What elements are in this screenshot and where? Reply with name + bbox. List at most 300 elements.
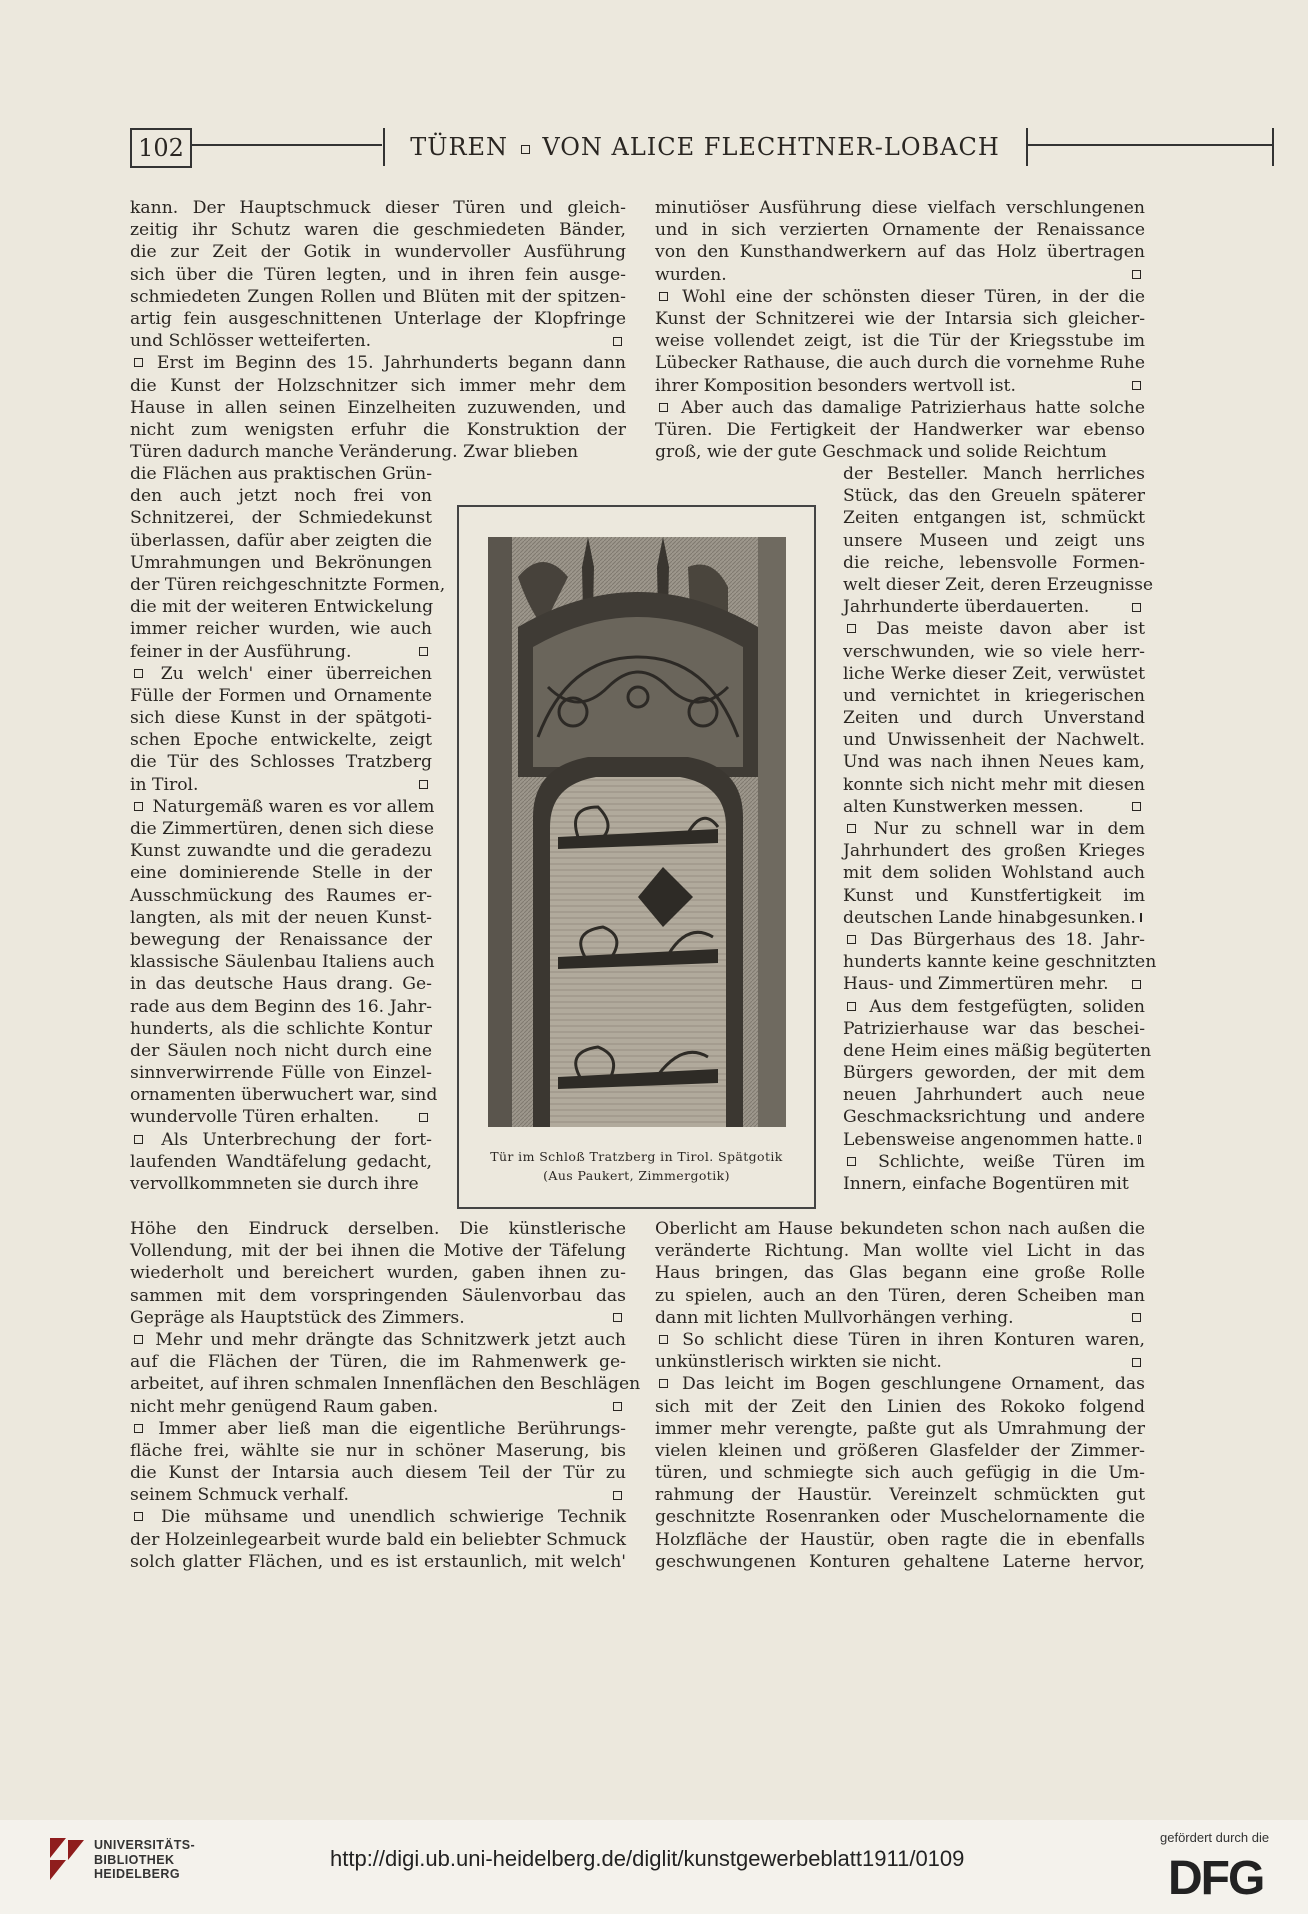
text-line: [130, 264, 626, 286]
text-line: [130, 1351, 626, 1373]
text-line-content: immer reicher wurden, wie auch: [130, 619, 432, 640]
paragraph-mark-icon: [847, 1157, 856, 1166]
paragraph-mark-icon: [134, 1424, 143, 1433]
text-line-content: sinnverwirrende Fülle von Einzel-: [130, 1063, 432, 1084]
running-header: [130, 128, 1144, 166]
text-line: [843, 530, 1145, 552]
text-line-content: artig fein ausgeschnittenen Unterlage der Klopfringe: [130, 308, 626, 329]
text-line: [843, 707, 1145, 729]
text-line-content: Hause in allen seinen Einzelheiten zuzuwenden, und: [130, 397, 626, 418]
text-line: [843, 507, 1145, 529]
funding-caption: gefördert durch die: [1160, 1830, 1270, 1845]
page-number: 102: [130, 128, 192, 168]
text-line: [843, 663, 1145, 685]
paragraph-end-mark-icon: [1132, 1313, 1141, 1322]
text-line-content: Haus bringen, das Glas begann eine große Rolle: [655, 1263, 1145, 1284]
text-line-content: langten, als mit der neuen Kunst-: [130, 907, 432, 928]
text-line: [130, 707, 432, 729]
text-line: [843, 641, 1145, 663]
text-line-content: dann mit lichten Mullvorhängen verhing.: [655, 1307, 1014, 1328]
text-line: [130, 973, 432, 995]
paragraph-mark-icon: [659, 1335, 668, 1344]
paragraph-end-mark-icon: [1140, 913, 1142, 922]
running-title: [385, 128, 1025, 166]
text-line-content: geschnitzte Rosenranken oder Muschelornamente die: [655, 1507, 1145, 1528]
text-line: [655, 308, 1145, 330]
text-line-content: wurden.: [655, 264, 727, 285]
text-line-content: Umrahmungen und Bekrönungen: [130, 552, 432, 573]
text-line-content: Kunst zuwandte und die geradezu: [130, 841, 432, 862]
text-line-content: laufenden Wandtäfelung gedacht,: [130, 1151, 432, 1172]
text-line: [130, 885, 432, 907]
text-line: [843, 774, 1145, 796]
library-name: [94, 1838, 195, 1882]
right-column-top: [655, 197, 1145, 463]
paragraph-mark-icon: [847, 1002, 856, 1011]
text-line-content: vielen kleinen und größeren Glasfelder der Zimmer-: [655, 1440, 1145, 1461]
text-line: [655, 352, 1145, 374]
text-line-content: Bürgers geworden, der mit dem: [843, 1063, 1145, 1084]
text-line: [655, 1396, 1145, 1418]
text-line-content: Stück, das den Greueln späterer: [843, 486, 1145, 507]
text-line-content: geschwungenen Konturen gehaltene Laterne hervor,: [655, 1551, 1145, 1572]
text-line-content: der Türen reichgeschnitzte Formen,: [130, 574, 446, 595]
text-line: [843, 1018, 1145, 1040]
text-line-content: in das deutsche Haus drang. Ge-: [130, 974, 432, 995]
paragraph-end-mark-icon: [1132, 381, 1141, 390]
paragraph-mark-icon: [134, 358, 143, 367]
text-line: [130, 1506, 626, 1528]
text-line-content: und in sich verzierten Ornamente der Renaissance: [655, 220, 1145, 241]
text-line: [130, 1262, 626, 1284]
paragraph-end-mark-icon: [1132, 603, 1141, 612]
text-line-content: auf die Flächen der Türen, die im Rahmenwerk ge-: [130, 1352, 626, 1373]
paragraph-end-mark-icon: [613, 1491, 622, 1500]
text-line-content: zu spielen, auch an den Türen, deren Scheiben man: [655, 1285, 1145, 1306]
text-line-content: Vollendung, mit der bei ihnen die Motive der Täfelung: [130, 1241, 626, 1262]
text-line: [843, 996, 1145, 1018]
text-line-content: Jahrhunderte überdauerten.: [843, 597, 1090, 618]
text-line: [655, 1240, 1145, 1262]
text-line-content: Innern, einfache Bogentüren mit: [843, 1174, 1129, 1194]
header-author: VON ALICE FLECHTNER-LOBACH: [542, 133, 1000, 161]
text-line: [843, 818, 1145, 840]
header-rule-left: [192, 144, 382, 146]
text-line: [130, 1551, 626, 1573]
paragraph-mark-icon: [659, 292, 668, 301]
text-line: [655, 219, 1145, 241]
text-line-content: Das meiste davon aber ist: [876, 619, 1145, 640]
text-line: [655, 397, 1145, 419]
text-line-content: Lebensweise angenommen hatte.: [843, 1129, 1135, 1150]
text-line-content: Das leicht im Bogen geschlungene Ornament, das: [682, 1374, 1145, 1395]
text-line-content: alten Kunstwerken messen.: [843, 796, 1084, 817]
text-line: [130, 996, 432, 1018]
text-line: [843, 574, 1154, 596]
text-line-content: die Zimmertüren, denen sich diese: [130, 819, 435, 839]
header-rule-right: [1028, 144, 1272, 146]
text-line: [130, 352, 626, 374]
text-line-content: welt dieser Zeit, deren Erzeugnisse: [843, 574, 1154, 595]
text-line-content: So schlicht diese Türen in ihren Konturen waren,: [682, 1329, 1145, 1350]
text-line-content: deutschen Lande hinabgesunken.: [843, 907, 1136, 928]
paragraph-end-mark-icon: [613, 1402, 622, 1411]
text-line: [130, 751, 432, 773]
text-line: [655, 286, 1145, 308]
text-line: [130, 1373, 641, 1395]
paragraph-mark-icon: [134, 1512, 143, 1521]
paragraph-end-mark-icon: [1132, 1358, 1141, 1367]
text-line: [655, 264, 1145, 286]
text-line: [130, 818, 435, 840]
text-line-content: neuen Jahrhundert auch neue: [843, 1085, 1145, 1106]
text-line-content: Aber auch das damalige Patrizierhaus hatte solche: [680, 397, 1145, 418]
text-line: [843, 840, 1145, 862]
text-line-content: wundervolle Türen erhalten.: [130, 1107, 380, 1128]
text-line-content: sich über die Türen legten, und in ihren fein ausge-: [130, 264, 626, 285]
text-line-content: solch glatter Flächen, und es ist erstaunlich, mit welch': [130, 1551, 626, 1572]
text-line: [130, 1240, 626, 1262]
text-line-content: sammen mit dem vorspringenden Säulenvorbau das: [130, 1285, 626, 1306]
text-line-content: klassische Säulenbau Italiens auch: [130, 952, 435, 973]
paragraph-mark-icon: [134, 1335, 143, 1344]
text-line: [843, 1106, 1145, 1128]
text-line: [655, 1529, 1145, 1551]
text-line-content: die Tür des Schlosses Tratzberg: [130, 752, 432, 773]
text-line: [130, 574, 446, 596]
text-line: [130, 1418, 626, 1440]
text-line: [130, 663, 432, 685]
text-line-content: vervollkommneten sie durch ihre: [130, 1174, 419, 1194]
text-line: [130, 552, 432, 574]
text-line: [130, 1151, 432, 1173]
text-line-content: nicht mehr genügend Raum gaben.: [130, 1396, 439, 1417]
left-column-top: [130, 197, 626, 463]
text-line: [130, 219, 626, 241]
text-line: [655, 375, 1145, 397]
text-line-content: Das Bürgerhaus des 18. Jahr-: [870, 929, 1145, 950]
text-line: [655, 441, 1145, 463]
text-line: [655, 419, 1145, 441]
caption-line-2: (Aus Paukert, Zimmergotik): [543, 1168, 730, 1183]
text-line-content: Wohl eine der schönsten dieser Türen, in der die: [682, 286, 1146, 307]
paragraph-end-mark-icon: [419, 647, 428, 656]
text-line-content: Türen dadurch manche Veränderung. Zwar blieben: [130, 442, 579, 463]
text-line-content: feiner in der Ausführung.: [130, 641, 352, 662]
text-line: [130, 1218, 626, 1240]
text-line: [130, 1106, 432, 1128]
text-line-content: Ausschmückung des Raumes er-: [130, 885, 432, 906]
text-line: [843, 685, 1145, 707]
text-line: [130, 951, 435, 973]
text-line: [130, 1307, 626, 1329]
text-line-content: von den Kunsthandwerkern auf das Holz übertragen: [655, 242, 1145, 263]
text-line: [130, 1529, 626, 1551]
paragraph-end-mark-icon: [1138, 1135, 1141, 1144]
text-line: [843, 796, 1145, 818]
text-line-content: sich mit der Zeit den Linien des Rokoko folgend: [655, 1396, 1145, 1417]
text-line: [130, 197, 626, 219]
paragraph-mark-icon: [847, 935, 856, 944]
text-line: [843, 929, 1145, 951]
text-line: [655, 1418, 1145, 1440]
text-line-content: seinem Schmuck verhalf.: [130, 1485, 349, 1506]
text-line: [130, 1484, 626, 1506]
text-line-content: fläche frei, wählte sie nur in schöner Maserung, bis: [130, 1440, 626, 1461]
text-line-content: die zur Zeit der Gotik in wundervoller Ausführung: [130, 242, 626, 263]
text-line: [130, 485, 432, 507]
text-line: [130, 907, 432, 929]
text-line-content: mit dem soliden Wohlstand auch: [843, 863, 1145, 884]
text-line: [655, 1351, 1145, 1373]
text-line: [130, 596, 432, 618]
text-line-content: in Tirol.: [130, 774, 199, 795]
text-line-content: kann. Der Hauptschmuck dieser Türen und gleich-: [130, 198, 626, 218]
text-line-content: Aus dem festgefügten, soliden: [869, 996, 1145, 1017]
text-line-content: Schnitzerei, der Schmiedekunst: [130, 508, 432, 529]
paragraph-mark-icon: [847, 624, 856, 633]
paragraph-end-mark-icon: [1132, 980, 1141, 989]
text-line-content: Zu welch' einer überreichen: [160, 663, 433, 684]
text-line: [843, 1062, 1145, 1084]
header-end-bar: [1272, 128, 1274, 166]
text-line: [843, 1151, 1145, 1173]
text-line-content: hunderts kannte keine geschnitzten: [843, 952, 1157, 973]
text-line-content: immer mehr verengte, paßte gut als Umrahmung der: [655, 1418, 1145, 1439]
text-line-content: Höhe den Eindruck derselben. Die künstlerische: [130, 1219, 626, 1239]
text-line: [130, 1440, 626, 1462]
text-line-content: zeitig ihr Schutz waren die geschmiedeten Bänder,: [130, 220, 626, 241]
text-line: [130, 1396, 626, 1418]
text-line-content: Fülle der Formen und Ornamente: [130, 685, 432, 706]
text-line-content: die Kunst der Intarsia auch diesem Teil der Tür zu: [130, 1463, 626, 1484]
text-line: [130, 1040, 432, 1062]
text-line-content: ihrer Komposition besonders wertvoll ist.: [655, 375, 1016, 396]
library-line-2: BIBLIOTHEK: [94, 1852, 175, 1867]
paragraph-mark-icon: [134, 669, 143, 678]
caption-line-1: Tür im Schloß Tratzberg in Tirol. Spätgotik: [490, 1149, 783, 1164]
paragraph-end-mark-icon: [613, 1313, 622, 1322]
text-line: [130, 1129, 432, 1151]
paragraph-end-mark-icon: [1132, 270, 1141, 279]
figure-caption: [459, 1147, 814, 1185]
text-line: [655, 241, 1145, 263]
text-line-content: Zeiten und durch Unverstand: [843, 708, 1145, 729]
left-column-narrow: [130, 463, 446, 1195]
text-line: [130, 685, 432, 707]
text-line-content: und Schlösser wetteiferten.: [130, 331, 372, 352]
text-line-content: wiederholt und bereichert wurden, gaben ihnen zu-: [130, 1263, 626, 1284]
text-line-content: Kunst der Schnitzerei wie der Intarsia sich gleicher-: [655, 308, 1145, 329]
text-line: [843, 951, 1157, 973]
text-line-content: überlassen, dafür aber zeigten die: [130, 530, 432, 551]
text-line-content: verschwunden, wie so viele herr-: [843, 641, 1145, 662]
text-line: [843, 751, 1145, 773]
text-line: [655, 330, 1145, 352]
text-line-content: und Unwissenheit der Nachwelt.: [843, 730, 1145, 751]
text-line: [130, 308, 626, 330]
figure: [457, 505, 816, 1209]
text-line: [843, 907, 1145, 929]
text-line: [655, 1484, 1145, 1506]
text-line: [655, 1373, 1145, 1395]
text-line: [130, 729, 432, 751]
text-line: [130, 1018, 432, 1040]
paragraph-mark-icon: [134, 802, 143, 811]
text-line: [130, 463, 432, 485]
text-line-content: der Holzeinlegearbeit wurde bald ein beliebter Schmuck: [130, 1529, 626, 1550]
text-line-content: Zeiten entgangen ist, schmückt: [843, 508, 1145, 529]
text-line-content: Mehr und mehr drängte das Schnitzwerk jetzt auch: [155, 1329, 626, 1350]
text-line-content: unsere Museen und zeigt uns: [843, 530, 1145, 551]
text-line: [130, 618, 432, 640]
text-line-content: Immer aber ließ man die eigentliche Berührungs-: [158, 1418, 626, 1439]
text-line-content: die Flächen aus praktischen Grün-: [130, 464, 432, 484]
text-line: [843, 885, 1145, 907]
text-line: [130, 375, 626, 397]
text-line: [130, 641, 432, 663]
text-line: [130, 530, 432, 552]
text-line: [130, 862, 432, 884]
text-line: [130, 1329, 626, 1351]
text-line-content: minutiöser Ausführung diese vielfach verschlungenen: [655, 198, 1145, 218]
text-line-content: unkünstlerisch wirkten sie nicht.: [655, 1352, 942, 1373]
text-line: [843, 1040, 1152, 1062]
text-line-content: Holzfläche der Haustür, oben ragte die in ebenfalls: [655, 1529, 1145, 1550]
paragraph-mark-icon: [659, 1379, 668, 1388]
text-line-content: sich diese Kunst in der spätgoti-: [130, 708, 432, 729]
library-line-3: HEIDELBERG: [94, 1867, 180, 1881]
paragraph-mark-icon: [847, 824, 856, 833]
text-line: [655, 197, 1145, 219]
text-line-content: Und was nach ihnen Neues kam,: [843, 752, 1145, 773]
text-line: [843, 463, 1145, 485]
text-line: [655, 1329, 1145, 1351]
text-line: [655, 1285, 1145, 1307]
text-line-content: ornamenten überwuchert war, sind: [130, 1085, 438, 1106]
text-line: [130, 796, 435, 818]
text-line-content: eine dominierende Stelle in der: [130, 863, 432, 884]
university-library-logo-icon: [44, 1836, 88, 1882]
text-line-content: schen Epoche entwickelte, zeigt: [130, 730, 432, 751]
text-line-content: Erst im Beginn des 15. Jahrhunderts begann dann: [156, 353, 626, 374]
text-line-content: nicht zum wenigsten erfuhr die Konstruktion der: [130, 419, 626, 440]
text-line-content: bewegung der Renaissance der: [130, 929, 432, 950]
text-line-content: türen, und schmiegte sich auch gefügig in die Um-: [655, 1463, 1145, 1484]
text-line: [843, 1173, 1145, 1195]
text-line: [130, 1462, 626, 1484]
text-line-content: Gepräge als Hauptstück des Zimmers.: [130, 1307, 465, 1328]
paragraph-mark-icon: [659, 403, 668, 412]
text-line-content: Schlichte, weiße Türen im: [878, 1151, 1145, 1172]
text-line-content: der Besteller. Manch herrliches: [843, 464, 1145, 484]
text-line-content: Naturgemäß waren es vor allem: [152, 796, 435, 817]
text-line: [843, 596, 1145, 618]
paragraph-end-mark-icon: [613, 337, 622, 346]
text-line: [130, 1084, 438, 1106]
text-line: [843, 729, 1145, 751]
text-line: [655, 1551, 1145, 1573]
text-line-content: groß, wie der gute Geschmack und solide Reichtum: [655, 442, 1107, 463]
text-line: [843, 973, 1145, 995]
text-line: [655, 1440, 1145, 1462]
text-line-content: rade aus dem Beginn des 16. Jahr-: [130, 996, 432, 1017]
text-line: [843, 618, 1145, 640]
text-line-content: Lübecker Rathause, die auch durch die vornehme Ruhe: [655, 353, 1145, 374]
text-line-content: Jahrhundert des großen Krieges: [843, 841, 1145, 862]
text-line-content: die reiche, lebensvolle Formen-: [843, 552, 1145, 573]
text-line: [843, 862, 1145, 884]
text-line: [130, 507, 432, 529]
text-line: [655, 1307, 1145, 1329]
text-line: [130, 419, 626, 441]
text-line: [130, 840, 432, 862]
door-engraving-image: [488, 537, 786, 1127]
text-line-content: Kunst und Kunstfertigkeit im: [843, 885, 1145, 906]
text-line-content: Türen. Die Fertigkeit der Handwerker war ebenso: [655, 419, 1145, 440]
text-line: [843, 485, 1145, 507]
text-line-content: den auch jetzt noch frei von: [130, 486, 432, 507]
text-line-content: Oberlicht am Hause bekundeten schon nach außen die: [655, 1219, 1145, 1239]
text-line-content: konnte sich nicht mehr mit diesen: [843, 774, 1145, 795]
text-line-content: Haus- und Zimmertüren mehr.: [843, 974, 1109, 995]
text-line: [130, 241, 626, 263]
text-line: [130, 1173, 432, 1195]
text-line-content: dene Heim eines mäßig begüterten: [843, 1040, 1152, 1061]
text-line-content: die Kunst der Holzschnitzer sich immer mehr dem: [130, 375, 626, 396]
paragraph-end-mark-icon: [1132, 802, 1141, 811]
text-line: [130, 1285, 626, 1307]
text-line: [843, 1084, 1145, 1106]
text-line: [130, 397, 626, 419]
header-title: TÜREN: [410, 133, 509, 161]
text-line-content: Als Unterbrechung der fort-: [161, 1129, 432, 1150]
text-line: [130, 286, 626, 308]
text-line-content: arbeitet, auf ihren schmalen Innenflächen den Beschlägen: [130, 1374, 641, 1395]
header-divider-right: [1026, 128, 1028, 166]
text-line-content: weise vollendet zeigt, ist die Tür der Kriegsstube im: [655, 331, 1145, 352]
text-line-content: Patrizierhause war das beschei-: [843, 1018, 1145, 1039]
text-line-content: der Säulen noch nicht durch eine: [130, 1040, 432, 1061]
text-line-content: veränderte Richtung. Man wollte viel Licht in das: [655, 1241, 1145, 1262]
text-line: [130, 774, 432, 796]
paragraph-end-mark-icon: [419, 1113, 428, 1122]
right-column-bottom: [655, 1218, 1145, 1573]
carved-door-illustration: [488, 537, 786, 1127]
text-line-content: schmiedeten Zungen Rollen und Blüten mit der spitzen-: [130, 286, 626, 307]
library-line-1: UNIVERSITÄTS-: [94, 1838, 196, 1852]
paragraph-mark-icon: [134, 1135, 143, 1144]
text-line-content: hunderts, als die schlichte Kontur: [130, 1018, 432, 1039]
paragraph-end-mark-icon: [419, 780, 428, 789]
square-ornament-icon: [521, 145, 530, 154]
text-line: [655, 1262, 1145, 1284]
text-line-content: Nur zu schnell war in dem: [873, 819, 1146, 839]
left-column-bottom: [130, 1218, 641, 1573]
text-line: [843, 552, 1145, 574]
text-line: [130, 441, 626, 463]
text-line: [130, 330, 626, 352]
text-line-content: Die mühsame und unendlich schwierige Technik: [160, 1507, 626, 1528]
text-line: [655, 1506, 1145, 1528]
text-line: [655, 1218, 1145, 1240]
text-line: [655, 1462, 1145, 1484]
right-column-narrow: [843, 463, 1157, 1195]
text-line-content: Geschmacksrichtung und andere: [843, 1107, 1145, 1128]
source-url-link[interactable]: http://digi.ub.uni-heidelberg.de/diglit/kunstgewerbeblatt1911/0109: [330, 1846, 965, 1871]
text-line-content: und vernichtet in kriegerischen: [843, 685, 1145, 706]
text-line: [130, 929, 432, 951]
